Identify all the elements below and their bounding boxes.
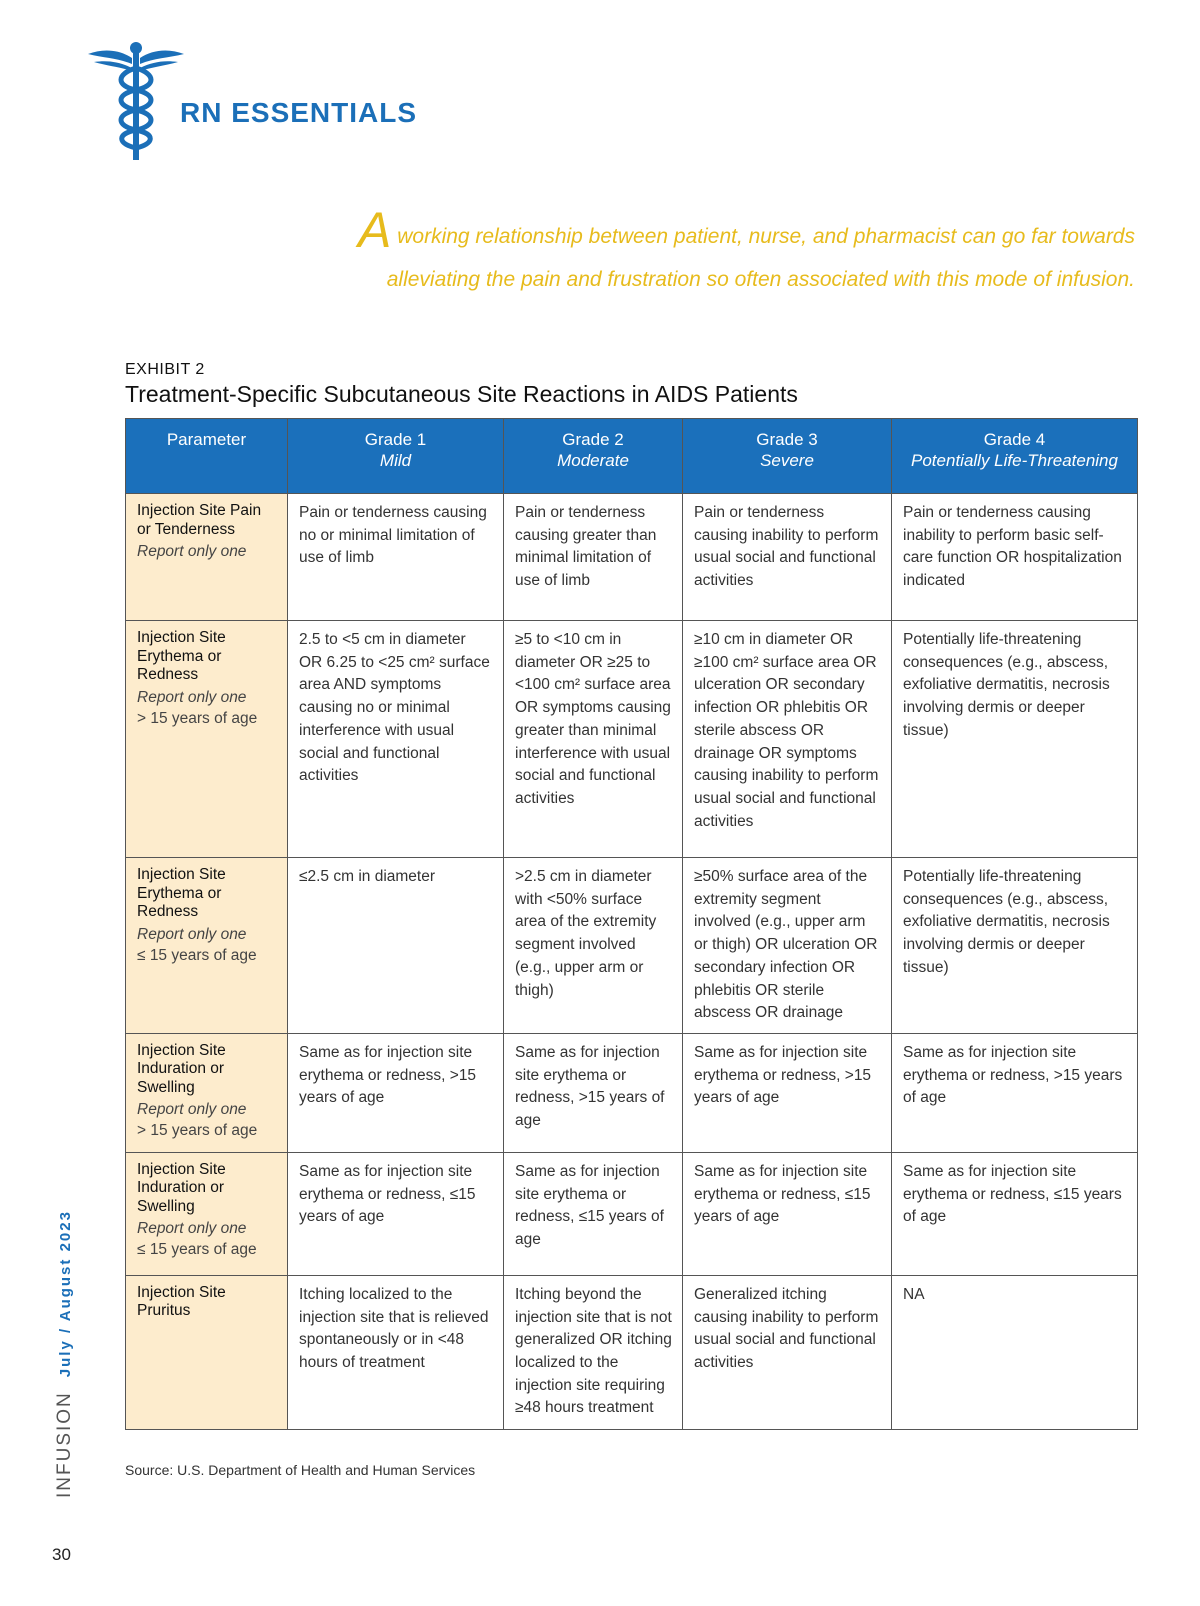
grade-cell: Same as for injection site erythema or redness, ≤15 years of age (683, 1152, 892, 1275)
parameter-cell (126, 1275, 288, 1429)
source-note: Source: U.S. Department of Health and Human Services (125, 1462, 476, 1478)
column-header-name: Grade 2 (562, 430, 624, 449)
column-header-name: Grade 3 (756, 430, 818, 449)
running-footer (48, 1198, 82, 1498)
column-header-severity: Moderate (557, 451, 629, 470)
grade-cell: Itching localized to the injection site that is relieved spontaneously or in <48 hours of treatment (288, 1275, 504, 1429)
table-row (126, 858, 1138, 1034)
table-row (126, 621, 1138, 858)
parameter-cell (126, 1152, 288, 1275)
table-row (126, 494, 1138, 621)
parameter-note: Report only one (137, 925, 247, 943)
parameter-note: Report only one (137, 1220, 247, 1238)
column-header-name: Grade 1 (364, 430, 427, 449)
table-row (126, 1152, 1138, 1275)
exhibit-title: Treatment-Specific Subcutaneous Site Reactions in AIDS Patients (125, 381, 798, 407)
grade-cell: >2.5 cm in diameter with <50% surface area of the extremity segment involved (e.g., upper arm or thigh) (504, 858, 683, 1034)
pull-quote (290, 202, 1135, 301)
parameter-age: ≤ 15 years of age (137, 1241, 257, 1259)
pull-quote-text: working relationship between patient, nurse, and pharmacist can go far towards alleviating the pain and frustration so often associated with this mode of infusion. (386, 225, 1135, 291)
parameter-note: Report only one (137, 1101, 247, 1119)
column-header (504, 419, 683, 494)
grade-cell: NA (892, 1275, 1138, 1429)
table-header-row (126, 419, 1138, 494)
grade-cell: Same as for injection site erythema or redness, >15 years of age (504, 1033, 683, 1152)
parameter-name: Injection Site Erythema or Redness (137, 866, 226, 920)
grade-cell: Generalized itching causing inability to perform usual social and functional activities (683, 1275, 892, 1429)
pull-quote-dropcap: A (358, 202, 392, 258)
column-header (288, 419, 504, 494)
parameter-age: > 15 years of age (137, 709, 258, 727)
grade-cell: Same as for injection site erythema or redness, >15 years of age (892, 1033, 1138, 1152)
grade-cell: Same as for injection site erythema or redness, ≤15 years of age (892, 1152, 1138, 1275)
grade-cell: Pain or tenderness causing inability to perform basic self-care function OR hospitalization indicated (892, 494, 1138, 621)
grade-cell: Same as for injection site erythema or redness, >15 years of age (683, 1033, 892, 1152)
grade-cell: Potentially life-threatening consequences (e.g., abscess, exfoliative dermatitis, necrosis involving dermis or deeper tissue) (892, 858, 1138, 1034)
grade-cell: Pain or tenderness causing inability to perform usual social and functional activities (683, 494, 892, 621)
parameter-note: Report only one (137, 543, 247, 560)
column-header-name: Grade 4 (983, 430, 1046, 449)
caduceus-icon (86, 40, 190, 164)
grade-cell: Same as for injection site erythema or redness, ≤15 years of age (288, 1152, 504, 1275)
parameter-name: Injection Site Pruritus (137, 1283, 226, 1320)
parameter-name: Injection Site Pain or Tenderness (137, 502, 262, 538)
parameter-name: Injection Site Induration or Swelling (137, 1041, 226, 1096)
parameter-cell (126, 1033, 288, 1152)
grade-cell: ≤2.5 cm in diameter (288, 858, 504, 1034)
grade-cell: ≥50% surface area of the extremity segment involved (e.g., upper arm or thigh) OR ulceration OR secondary infection OR phlebitis OR sterile abscess OR drainage (683, 858, 892, 1034)
parameter-cell (126, 494, 288, 621)
grade-cell: Pain or tenderness causing no or minimal limitation of use of limb (288, 494, 504, 621)
grade-cell: Same as for injection site erythema or redness, >15 years of age (288, 1033, 504, 1152)
parameter-cell (126, 858, 288, 1034)
grade-cell: ≥10 cm in diameter OR ≥100 cm² surface area OR ulceration OR secondary infection OR phlebitis OR sterile abscess OR drainage OR symptoms causing inability to perform usual social and functional activities (683, 621, 892, 858)
parameter-name: Injection Site Induration or Swelling (137, 1160, 226, 1215)
grade-cell: 2.5 to <5 cm in diameter OR 6.25 to <25 cm² surface area AND symptoms causing no or minimal interference with usual social and functional activities (288, 621, 504, 858)
grade-cell: ≥5 to <10 cm in diameter OR ≥25 to <100 cm² surface area OR symptoms causing greater than minimal interference with usual social and functional activities (504, 621, 683, 858)
column-header-name: Parameter (166, 430, 247, 449)
column-header (126, 419, 288, 494)
parameter-cell (126, 621, 288, 858)
column-header (892, 419, 1138, 494)
reactions-table (125, 418, 1138, 1430)
column-header-severity: Mild (379, 451, 412, 470)
column-header-severity: Severe (760, 451, 814, 470)
parameter-note: Report only one (137, 688, 247, 706)
page-number: 30 (52, 1545, 71, 1564)
column-header (683, 419, 892, 494)
exhibit-label: EXHIBIT 2 (125, 361, 205, 378)
table-row (126, 1275, 1138, 1429)
parameter-age: > 15 years of age (137, 1122, 258, 1140)
magazine-brand: INFUSION (54, 1391, 75, 1498)
column-header-severity: Potentially Life-Threatening (911, 451, 1118, 470)
grade-cell: Pain or tenderness causing greater than minimal limitation of use of limb (504, 494, 683, 621)
issue-date: July / August 2023 (56, 1210, 74, 1378)
section-title: RN ESSENTIALS (180, 97, 418, 128)
grade-cell: Itching beyond the injection site that is not generalized OR itching localized to the injection site requiring ≥48 hours treatment (504, 1275, 683, 1429)
caduceus-logo (86, 40, 190, 164)
table-row (126, 1033, 1138, 1152)
grade-cell: Potentially life-threatening consequences (e.g., abscess, exfoliative dermatitis, necrosis involving dermis or deeper tissue) (892, 621, 1138, 858)
grade-cell: Same as for injection site erythema or redness, ≤15 years of age (504, 1152, 683, 1275)
parameter-age: ≤ 15 years of age (137, 946, 257, 964)
parameter-name: Injection Site Erythema or Redness (137, 629, 226, 683)
